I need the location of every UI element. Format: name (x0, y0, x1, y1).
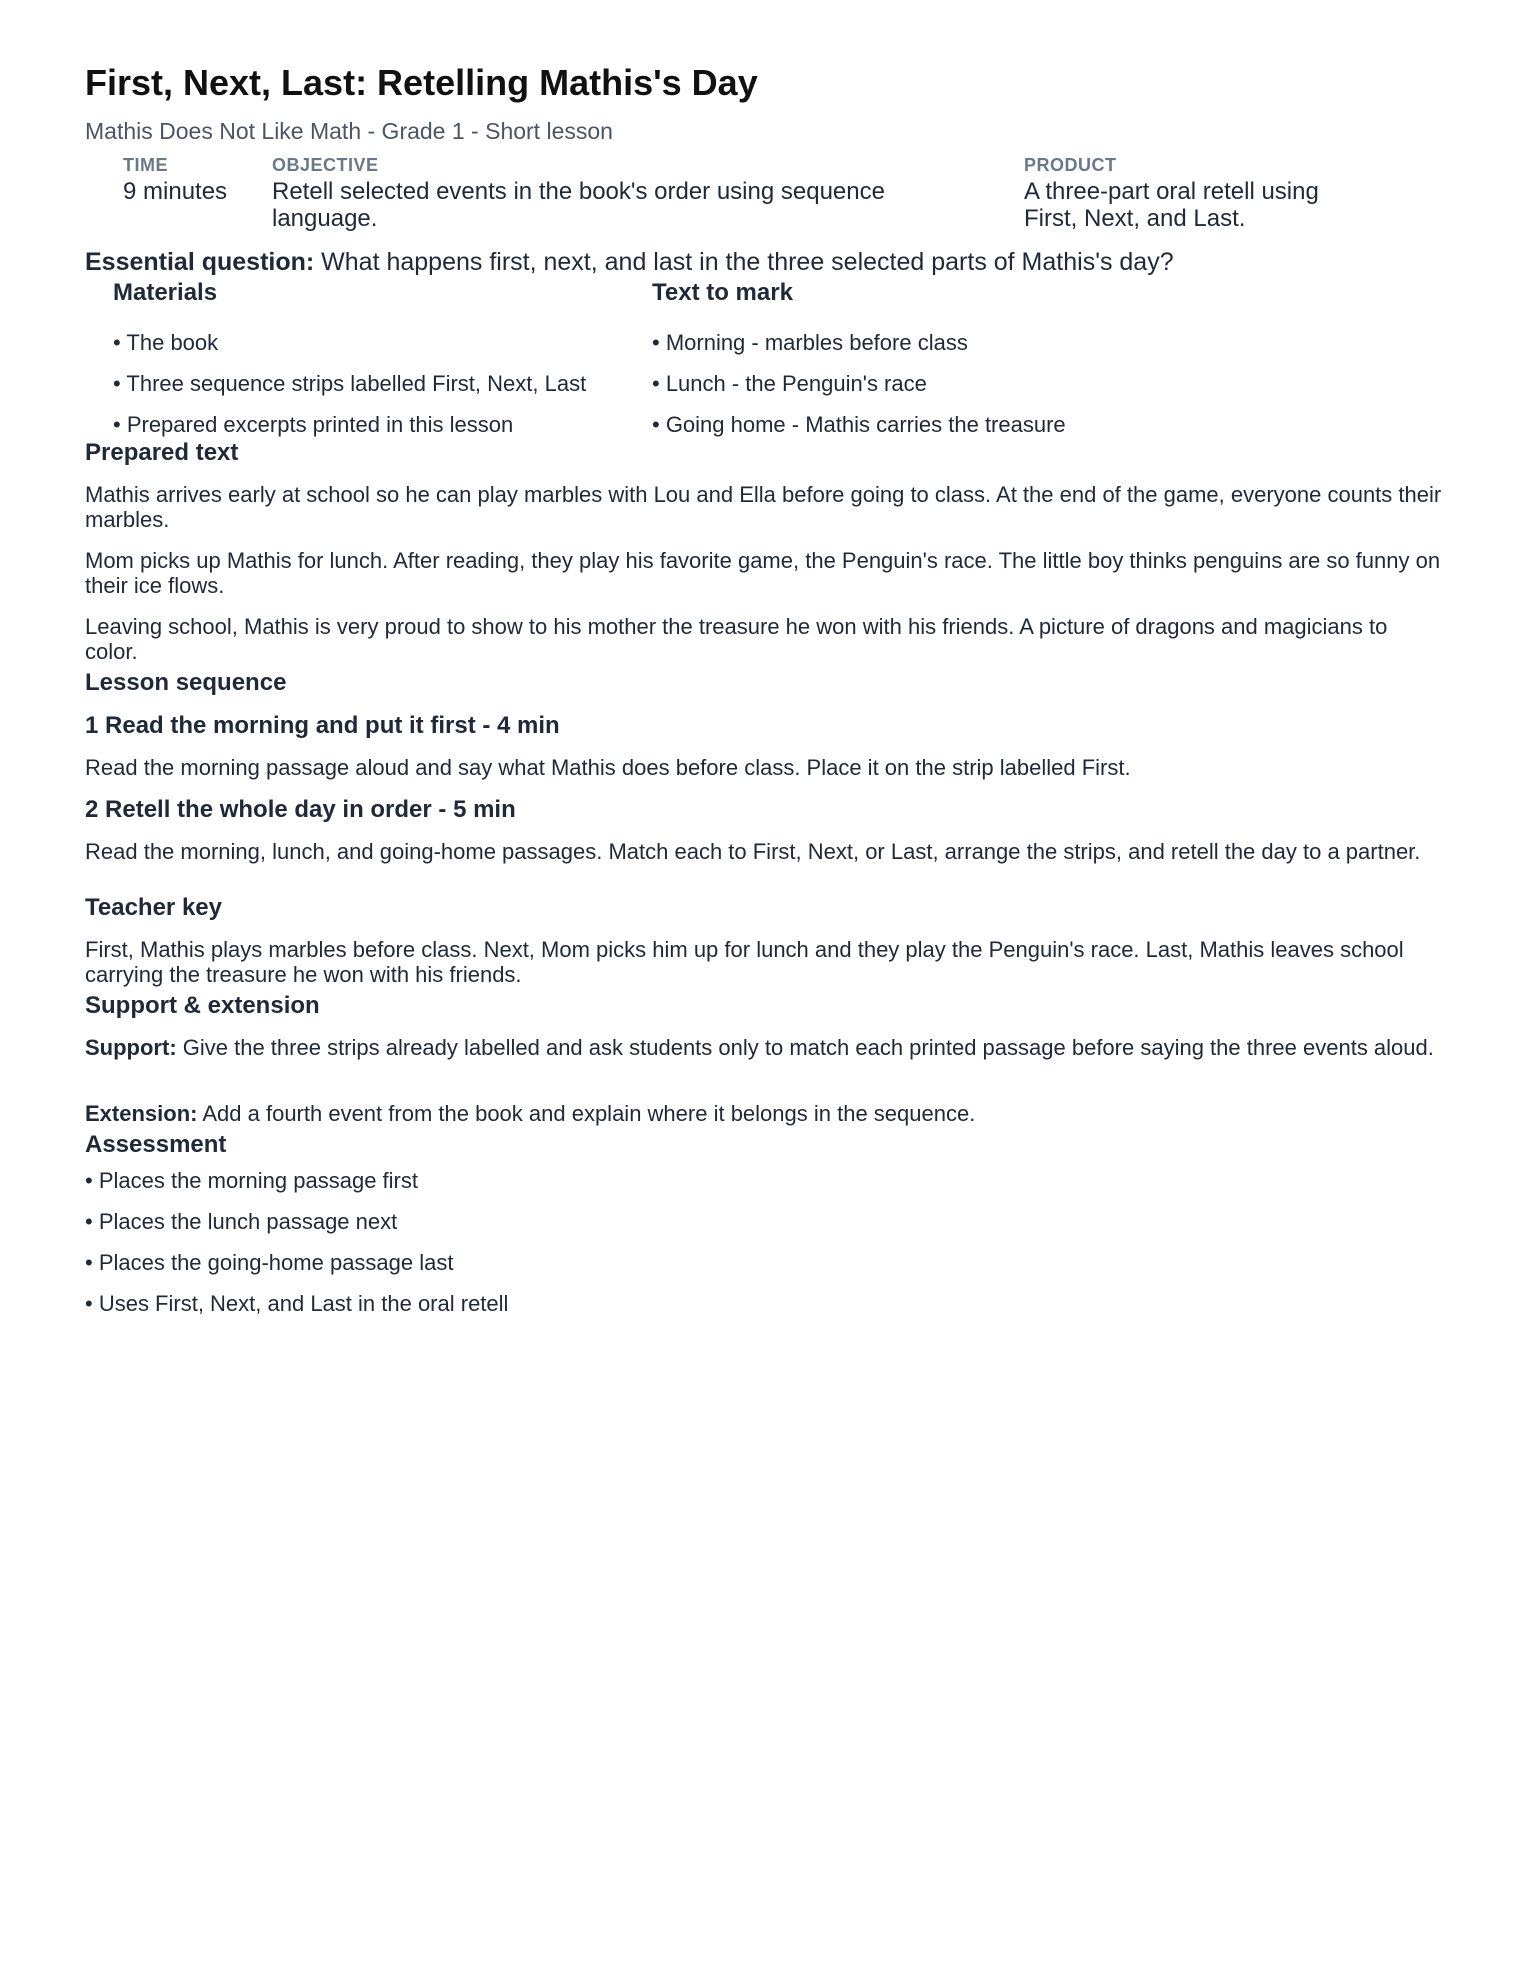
essential-question (85, 248, 1174, 277)
prepared-paragraph: Leaving school, Mathis is very proud to show to his mother the treasure he won with his friends. A picture of dragons and magicians to color. (85, 614, 1388, 664)
list-item: • Going home - Mathis carries the treasure (652, 412, 1066, 437)
extension-body: Add a fourth event from the book and explain where it belongs in the sequence. (197, 1101, 976, 1126)
page-title: First, Next, Last: Retelling Mathis's Day (85, 62, 758, 103)
support-body: Give the three strips already labelled and ask students only to match each printed passage before saying the three events aloud. (176, 1035, 1434, 1060)
step-title: 2 Retell the whole day in order - 5 min (85, 796, 516, 823)
assessment-list (85, 1168, 508, 1332)
list-item: • Three sequence strips labelled First, Next, Last (113, 371, 587, 396)
step-title: 1 Read the morning and put it first - 4 min (85, 712, 560, 739)
teacher-key-text: First, Mathis plays marbles before class. Next, Mom picks him up for lunch and they play the Penguin's race. Last, Mathis leaves school carrying the treasure he won with his friends. (85, 937, 1404, 987)
objective-label: OBJECTIVE (272, 155, 379, 175)
meta-time (123, 154, 253, 205)
meta-objective (272, 154, 952, 232)
product-value: A three-part oral retell using First, Next, and Last. (1024, 178, 1319, 232)
list-item: • Uses First, Next, and Last in the oral retell (85, 1291, 509, 1316)
prepared-paragraph: Mathis arrives early at school so he can play marbles with Lou and Ella before going to class. At the end of the game, everyone counts their marbles. (85, 482, 1442, 532)
time-value: 9 minutes (123, 178, 228, 205)
objective-value: Retell selected events in the book's order using sequence language. (272, 178, 885, 232)
text-to-mark-heading: Text to mark (652, 279, 793, 306)
list-item: • Places the morning passage first (85, 1168, 418, 1193)
materials-heading: Materials (113, 279, 218, 306)
teacher-key-heading: Teacher key (85, 894, 222, 921)
support-label: Support: (85, 1035, 177, 1060)
essential-question-text: What happens first, next, and last in the three selected parts of Mathis's day? (314, 248, 1174, 276)
essential-question-label: Essential question: (85, 248, 315, 276)
extension-label: Extension: (85, 1101, 198, 1126)
time-label: TIME (123, 155, 168, 175)
assessment-heading: Assessment (85, 1131, 227, 1158)
step-text: Read the morning passage aloud and say what Mathis does before class. Place it on the strip labelled First. (85, 755, 1131, 780)
lesson-sequence-heading: Lesson sequence (85, 669, 287, 696)
materials-list (113, 330, 633, 438)
step-text: Read the morning, lunch, and going-home passages. Match each to First, Next, or Last, arrange the strips, and retell the day to a partner. (85, 839, 1421, 864)
support-extension-heading: Support & extension (85, 992, 320, 1019)
list-item: • Prepared excerpts printed in this lesson (113, 412, 514, 437)
product-label: PRODUCT (1024, 155, 1117, 175)
list-item: • The book (113, 330, 219, 355)
list-item: • Places the lunch passage next (85, 1209, 398, 1234)
support-text (85, 1035, 1445, 1060)
text-to-mark-section (652, 278, 1212, 438)
list-item: • Morning - marbles before class (652, 330, 968, 355)
prepared-paragraph: Mom picks up Mathis for lunch. After reading, they play his favorite game, the Penguin's race. The little boy thinks penguins are so funny on their ice flows. (85, 548, 1441, 598)
extension-text (85, 1101, 1445, 1126)
materials-section (113, 278, 633, 438)
prepared-text-heading: Prepared text (85, 439, 239, 466)
page-subtitle: Mathis Does Not Like Math - Grade 1 - Short lesson (85, 118, 613, 144)
text-to-mark-list (652, 330, 1212, 438)
list-item: • Lunch - the Penguin's race (652, 371, 927, 396)
meta-product (1024, 154, 1364, 232)
list-item: • Places the going-home passage last (85, 1250, 454, 1275)
